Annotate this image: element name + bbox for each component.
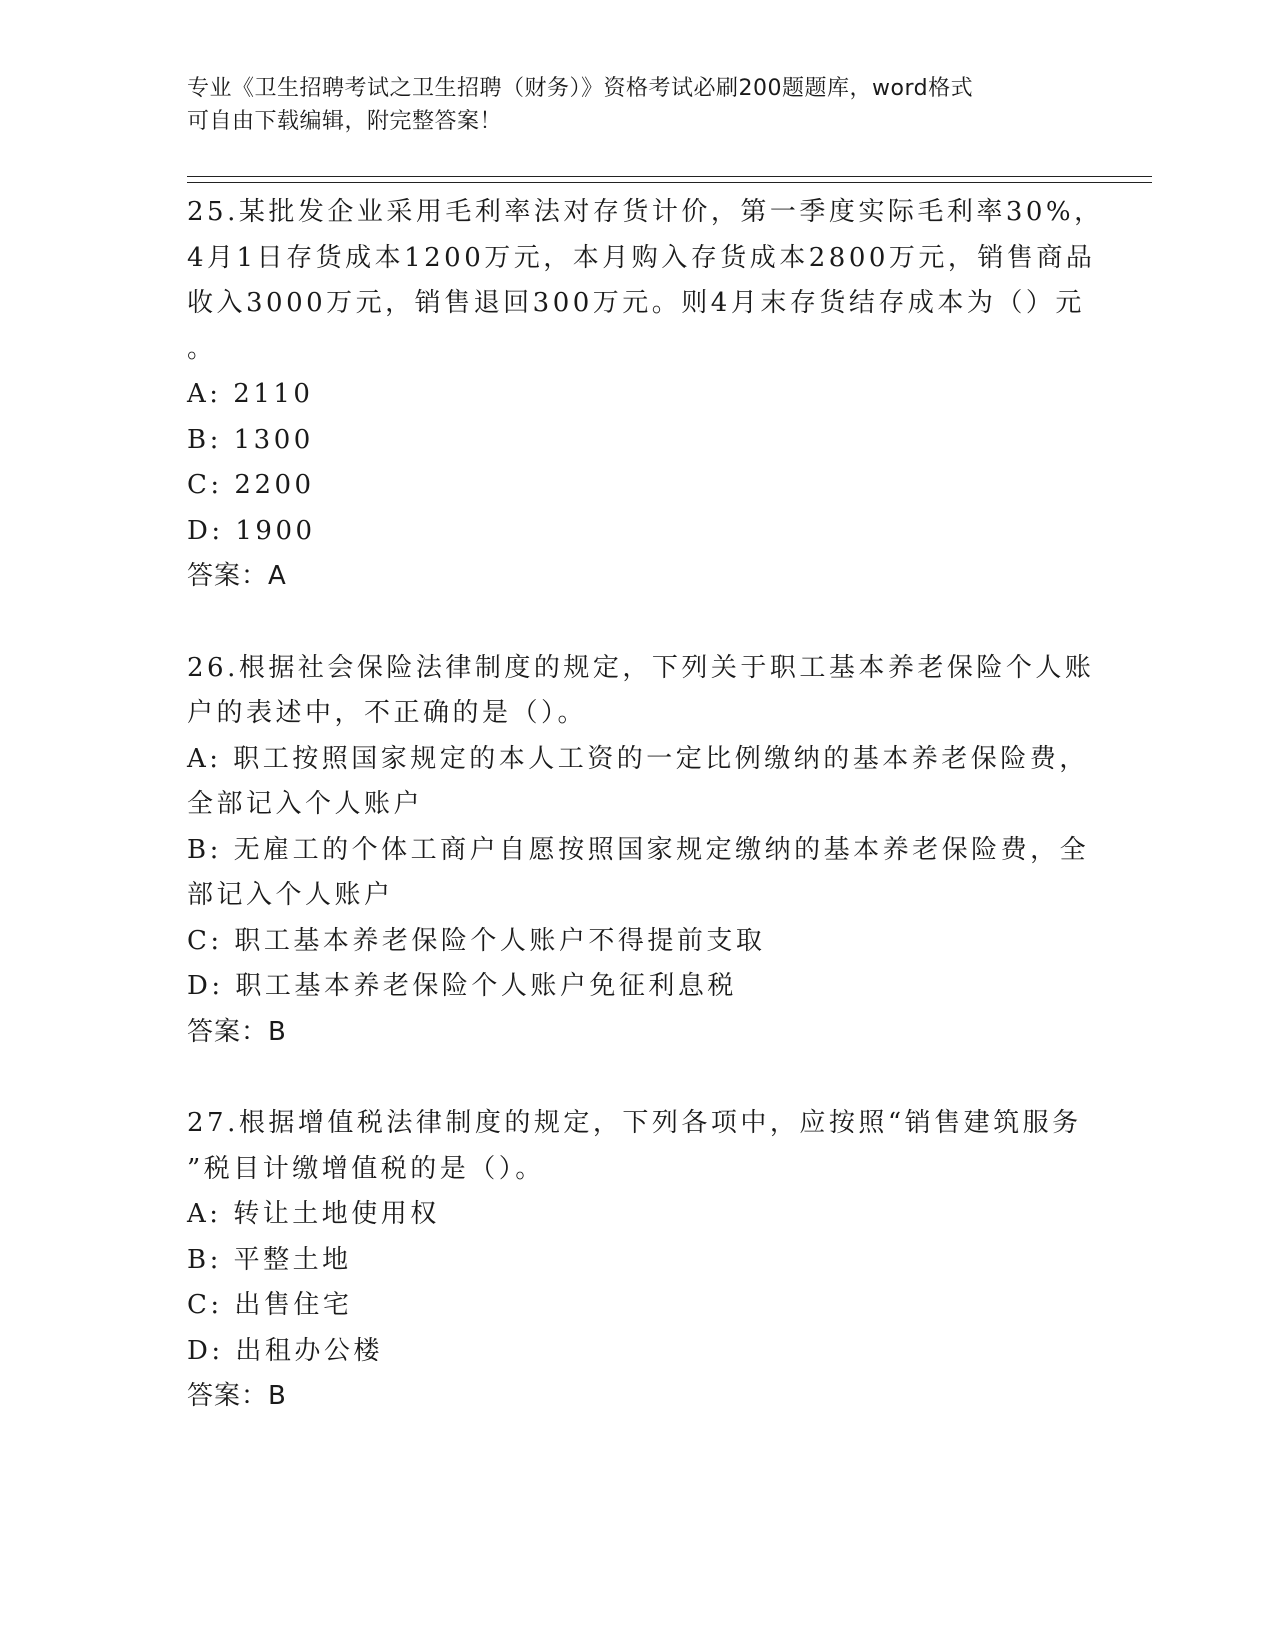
- option-b: B: 平整土地: [187, 1244, 352, 1275]
- question-stem-line: 25.某批发企业采用毛利率法对存货计价，第一季度实际毛利率30%，: [187, 197, 1104, 227]
- question-stem-line: 户的表述中，不正确的是（）。: [187, 698, 588, 728]
- answer-label: 答案：B: [187, 1381, 287, 1411]
- header-divider: [187, 176, 1152, 177]
- option-b: B: 无雇工的个体工商户自愿按照国家规定缴纳的基本养老保险费，全: [187, 834, 1090, 865]
- option-a-continued: 全部记入个人账户: [187, 789, 424, 819]
- question-stem-line: 26.根据社会保险法律制度的规定，下列关于职工基本养老保险个人账: [187, 652, 1095, 683]
- question-27: [187, 1101, 1087, 1420]
- question-stem-line: 27.根据增值税法律制度的规定，下列各项中，应按照“销售建筑服务: [187, 1108, 1082, 1138]
- question-list: [187, 190, 1104, 1466]
- question-25: [187, 190, 1104, 600]
- header-line: 专业《卫生招聘考试之卫生招聘（财务）》资格考试必刷200题题库，word格式: [187, 76, 974, 101]
- option-d: D: 1900: [187, 515, 316, 546]
- question-stem-line: 。: [187, 333, 217, 364]
- option-b-continued: 部记入个人账户: [187, 880, 394, 910]
- answer-label: 答案：B: [187, 1016, 287, 1047]
- question-26: [187, 646, 1095, 1056]
- answer-label: 答案：A: [187, 561, 287, 591]
- option-d: D: 出租办公楼: [187, 1335, 383, 1366]
- option-a: A: 转让土地使用权: [187, 1199, 440, 1229]
- option-c: C: 职工基本养老保险个人账户不得提前支取: [187, 925, 766, 956]
- question-stem-line: ”税目计缴增值税的是（）。: [187, 1153, 545, 1184]
- option-d: D: 职工基本养老保险个人账户免征利息税: [187, 971, 737, 1001]
- option-a: A: 2110: [187, 379, 314, 409]
- header-line: 可自由下载编辑，附完整答案！: [187, 109, 503, 134]
- option-c: C: 出售住宅: [187, 1290, 353, 1320]
- document-header: [187, 72, 1087, 138]
- option-a: A: 职工按照国家规定的本人工资的一定比例缴纳的基本养老保险费，: [187, 743, 1089, 774]
- option-c: C: 2200: [187, 470, 315, 500]
- header-divider: [187, 182, 1152, 183]
- question-stem-line: 收入3000万元，销售退回300万元。则4月末存货结存成本为（）元: [187, 288, 1085, 318]
- option-b: B: 1300: [187, 424, 314, 455]
- question-stem-line: 4月1日存货成本1200万元，本月购入存货成本2800万元，销售商品: [187, 242, 1096, 273]
